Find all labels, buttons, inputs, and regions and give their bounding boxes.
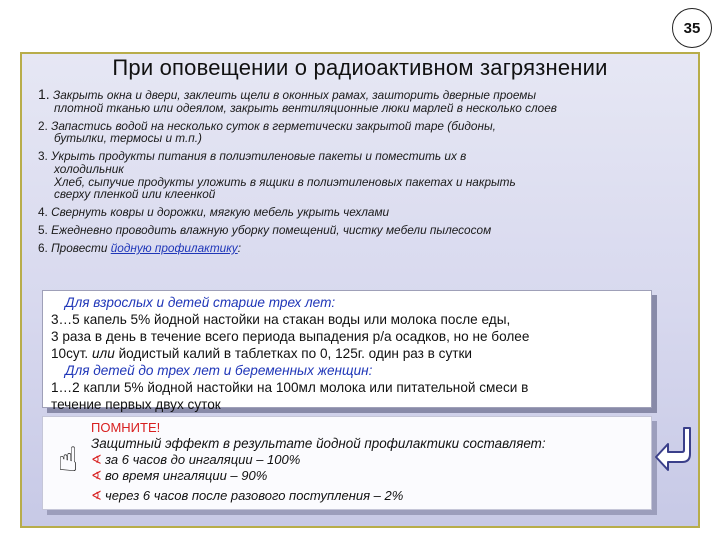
adults-or: или (92, 346, 115, 361)
kids-line: 1…2 капли 5% йодной настойки на 100мл молока или питательной смеси в (51, 380, 529, 395)
dosage-box (42, 290, 652, 412)
remember-label: ПОМНИТЕ! (91, 420, 161, 435)
item-number: 6. (38, 240, 48, 255)
instructions-list (38, 88, 690, 260)
arrow-bullet-icon: ∢ (91, 452, 102, 467)
item-number: 2. (38, 118, 48, 133)
item-text: Свернуть ковры и дорожки, мягкую мебель укрыть чехлами (51, 205, 390, 220)
effect-item-text: во время ингаляции – 90% (105, 468, 268, 483)
item-text-continuation: бутылки, термосы и т.п.) (54, 131, 202, 146)
adults-heading: Для взрослых и детей старше трех лет: (65, 295, 336, 310)
effect-item-text: через 6 часов после разового поступления – 2% (105, 488, 404, 503)
item-text-suffix: : (237, 240, 241, 255)
item-text-continuation: плотной тканью или одеялом, закрыть вентиляционные люки марлей в несколько слоев (54, 100, 557, 115)
list-item (91, 452, 403, 468)
list-item (38, 206, 690, 219)
list-item (91, 468, 403, 484)
list-item (38, 150, 690, 201)
page-number: 35 (672, 8, 712, 48)
item-number: 5. (38, 223, 48, 238)
item-text-continuation: Хлеб, сыпучие продукты уложить в ящики в полиэтиленовых пакетах и накрыть (54, 174, 516, 189)
list-item (91, 488, 403, 504)
pointing-hand-icon: ☝ (57, 441, 79, 479)
effect-item-text: за 6 часов до ингаляции – 100% (105, 452, 301, 467)
arrow-bullet-icon: ∢ (91, 488, 102, 503)
return-arrow-icon[interactable] (654, 426, 694, 472)
list-item (38, 242, 690, 255)
item-text: Запастись водой на несколько суток в герметически закрытой таре (бидоны, (51, 118, 496, 133)
item-text: Укрыть продукты питания в полиэтиленовые пакеты и поместить их в (51, 149, 467, 164)
list-item (38, 224, 690, 237)
adults-duration: 10сут. (51, 346, 89, 361)
effect-statement: Защитный эффект в результате йодной профилактики составляет: (91, 436, 546, 451)
page-title: При оповещении о радиоактивном загрязнении (112, 55, 608, 80)
item-number: 1. (38, 86, 50, 102)
item-number: 4. (38, 205, 48, 220)
kids-line: течение первых двух суток (51, 397, 221, 412)
adults-line (51, 345, 643, 362)
item-text: Провести (51, 240, 108, 255)
kids-heading: Для детей до трех лет и беременных женщин: (65, 363, 373, 378)
effect-list (91, 452, 403, 504)
item-text: Закрыть окна и двери, заклеить щели в оконных рамах, зашторить дверные проемы (52, 88, 537, 102)
adults-line: 3…5 капель 5% йодной настойки на стакан воды или молока после еды, (51, 312, 511, 327)
adults-alternative: йодистый калий в таблетках по 0, 125г. один раз в сутки (118, 346, 473, 361)
remember-box (42, 416, 652, 510)
list-item (38, 88, 690, 114)
item-text: Ежедневно проводить влажную уборку помещений, чистку мебели пылесосом (51, 223, 492, 238)
item-text-continuation: сверху пленкой или клеенкой (54, 187, 216, 202)
item-number: 3. (38, 149, 48, 164)
arrow-bullet-icon: ∢ (91, 468, 102, 483)
item-text-continuation: холодильник (54, 161, 124, 176)
iodine-prophylaxis-link[interactable]: йодную профилактику (110, 240, 238, 255)
adults-line: 3 раза в день в течение всего периода выпадения р/а осадков, но не более (51, 329, 530, 344)
list-item (38, 120, 690, 145)
